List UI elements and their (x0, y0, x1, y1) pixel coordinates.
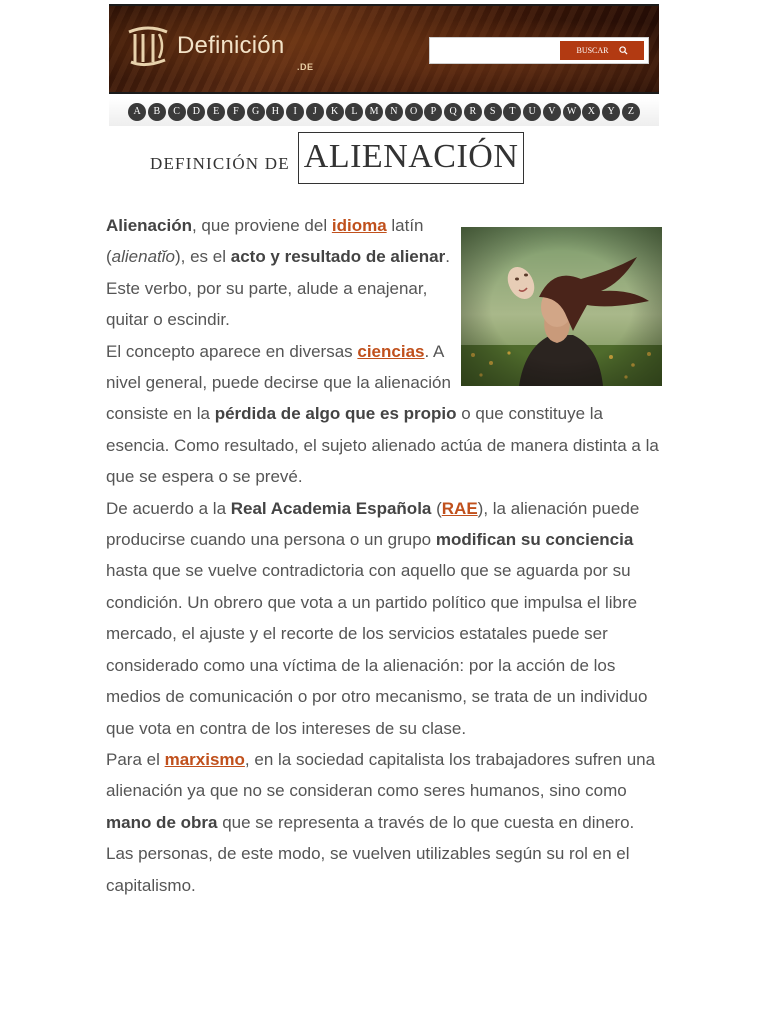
logo-emblem-icon (125, 22, 171, 70)
article-paragraph (106, 493, 662, 744)
alphabet-letters (128, 103, 640, 121)
italic-text: alienatĭo (111, 247, 175, 267)
alphabet-letter-g[interactable]: G (247, 103, 265, 121)
link-idioma[interactable]: idioma (331, 216, 387, 235)
alphabet-letter-j[interactable]: J (306, 103, 324, 121)
text-span: ( (431, 498, 442, 518)
text-span: Para el (106, 749, 165, 769)
alphabet-letter-y[interactable]: Y (602, 103, 620, 121)
alphabet-letter-s[interactable]: S (484, 103, 502, 121)
alphabet-letter-m[interactable]: M (365, 103, 383, 121)
article-body (106, 210, 662, 901)
article-image (461, 227, 662, 386)
alphabet-letter-c[interactable]: C (168, 103, 186, 121)
bold-text: Alienación (106, 216, 192, 235)
alphabet-letter-i[interactable]: I (286, 103, 304, 121)
search-button-label: BUSCAR (576, 46, 609, 55)
search-box (429, 37, 649, 64)
text-span: El concepto aparece en diversas (106, 341, 358, 361)
alphabet-letter-o[interactable]: O (405, 103, 423, 121)
alphabet-letter-z[interactable]: Z (622, 103, 640, 121)
text-span: ), es el (175, 247, 231, 267)
text-span: , en la sociedad capitalista los trabajadores sufren una alienación ya que no se consideran como seres humanos, sino como (106, 749, 656, 801)
text-span: , que proviene del (191, 216, 332, 235)
alphabet-letter-d[interactable]: D (187, 103, 205, 121)
text-span: . Este verbo, por su parte, alude a enajenar, quitar o escindir. (106, 247, 450, 330)
alphabet-letter-h[interactable]: H (266, 103, 284, 121)
alphabet-letter-p[interactable]: P (424, 103, 442, 121)
link-marxismo[interactable]: marxismo (164, 749, 245, 769)
alphabet-letter-x[interactable]: X (582, 103, 600, 121)
bold-text: acto y resultado de alienar (230, 247, 446, 267)
alphabet-letter-v[interactable]: V (543, 103, 561, 121)
alphabet-letter-b[interactable]: B (148, 103, 166, 121)
alphabet-letter-k[interactable]: K (326, 103, 344, 121)
alphabet-letter-u[interactable]: U (523, 103, 541, 121)
alphabet-nav (109, 98, 659, 126)
woman-mask-photo-icon (461, 227, 662, 386)
alphabet-letter-e[interactable]: E (207, 103, 225, 121)
link-ciencias[interactable]: ciencias (357, 341, 425, 361)
search-icon (619, 46, 628, 55)
alphabet-letter-t[interactable]: T (503, 103, 521, 121)
site-header (109, 4, 659, 94)
alphabet-letter-w[interactable]: W (563, 103, 581, 121)
alphabet-letter-n[interactable]: N (385, 103, 403, 121)
page-title (150, 132, 524, 184)
text-span: latín ( (106, 216, 424, 267)
text-span: De acuerdo a la (106, 498, 231, 518)
text-span: que se representa a través de lo que cuesta en dinero. Las personas, de este modo, se vuelven utilizables según su rol en el capitalismo. (106, 812, 635, 895)
bold-text: pérdida de algo que es propio (214, 404, 457, 424)
text-span: hasta que se vuelve contradictoria con aquello que se aguarda por su condición. Un obrero que vota a un partido político que impulsa el libre mercado, el ajuste y el recorte de los servicios estatales puede ser considerado como una víctima de la alienación: por la acción de los medios de comunicación o por otro mecanismo, se trata de un individuo que vota en contra de los intereses de su clase. (106, 561, 648, 738)
text-span: ), la alienación puede producirse cuando una persona o un grupo (106, 498, 640, 550)
alphabet-letter-f[interactable]: F (227, 103, 245, 121)
text-span: . A nivel general, puede decirse que la alienación consiste en la (106, 341, 451, 424)
alphabet-letter-q[interactable]: Q (444, 103, 462, 121)
alphabet-letter-r[interactable]: R (464, 103, 482, 121)
bold-text: modifican su conciencia (435, 530, 634, 550)
search-input[interactable] (432, 40, 561, 62)
article-paragraph (106, 744, 662, 901)
bold-text: Real Academia Española (230, 498, 432, 518)
alphabet-letter-a[interactable]: A (128, 103, 146, 121)
search-button[interactable] (560, 41, 644, 60)
title-term: ALIENACIÓN (298, 132, 525, 184)
link-rae[interactable]: RAE (441, 498, 478, 518)
site-logo[interactable] (125, 22, 314, 72)
logo-suffix: .DE (297, 62, 314, 72)
bold-text: mano de obra (106, 812, 218, 832)
text-span: o que constituye la esencia. Como resultado, el sujeto alienado actúa de manera distinta a la que se espera o se prevé. (106, 404, 659, 487)
title-prefix: DEFINICIÓN DE (150, 154, 290, 173)
logo-name: Definición (177, 32, 285, 59)
alphabet-letter-l[interactable]: L (345, 103, 363, 121)
